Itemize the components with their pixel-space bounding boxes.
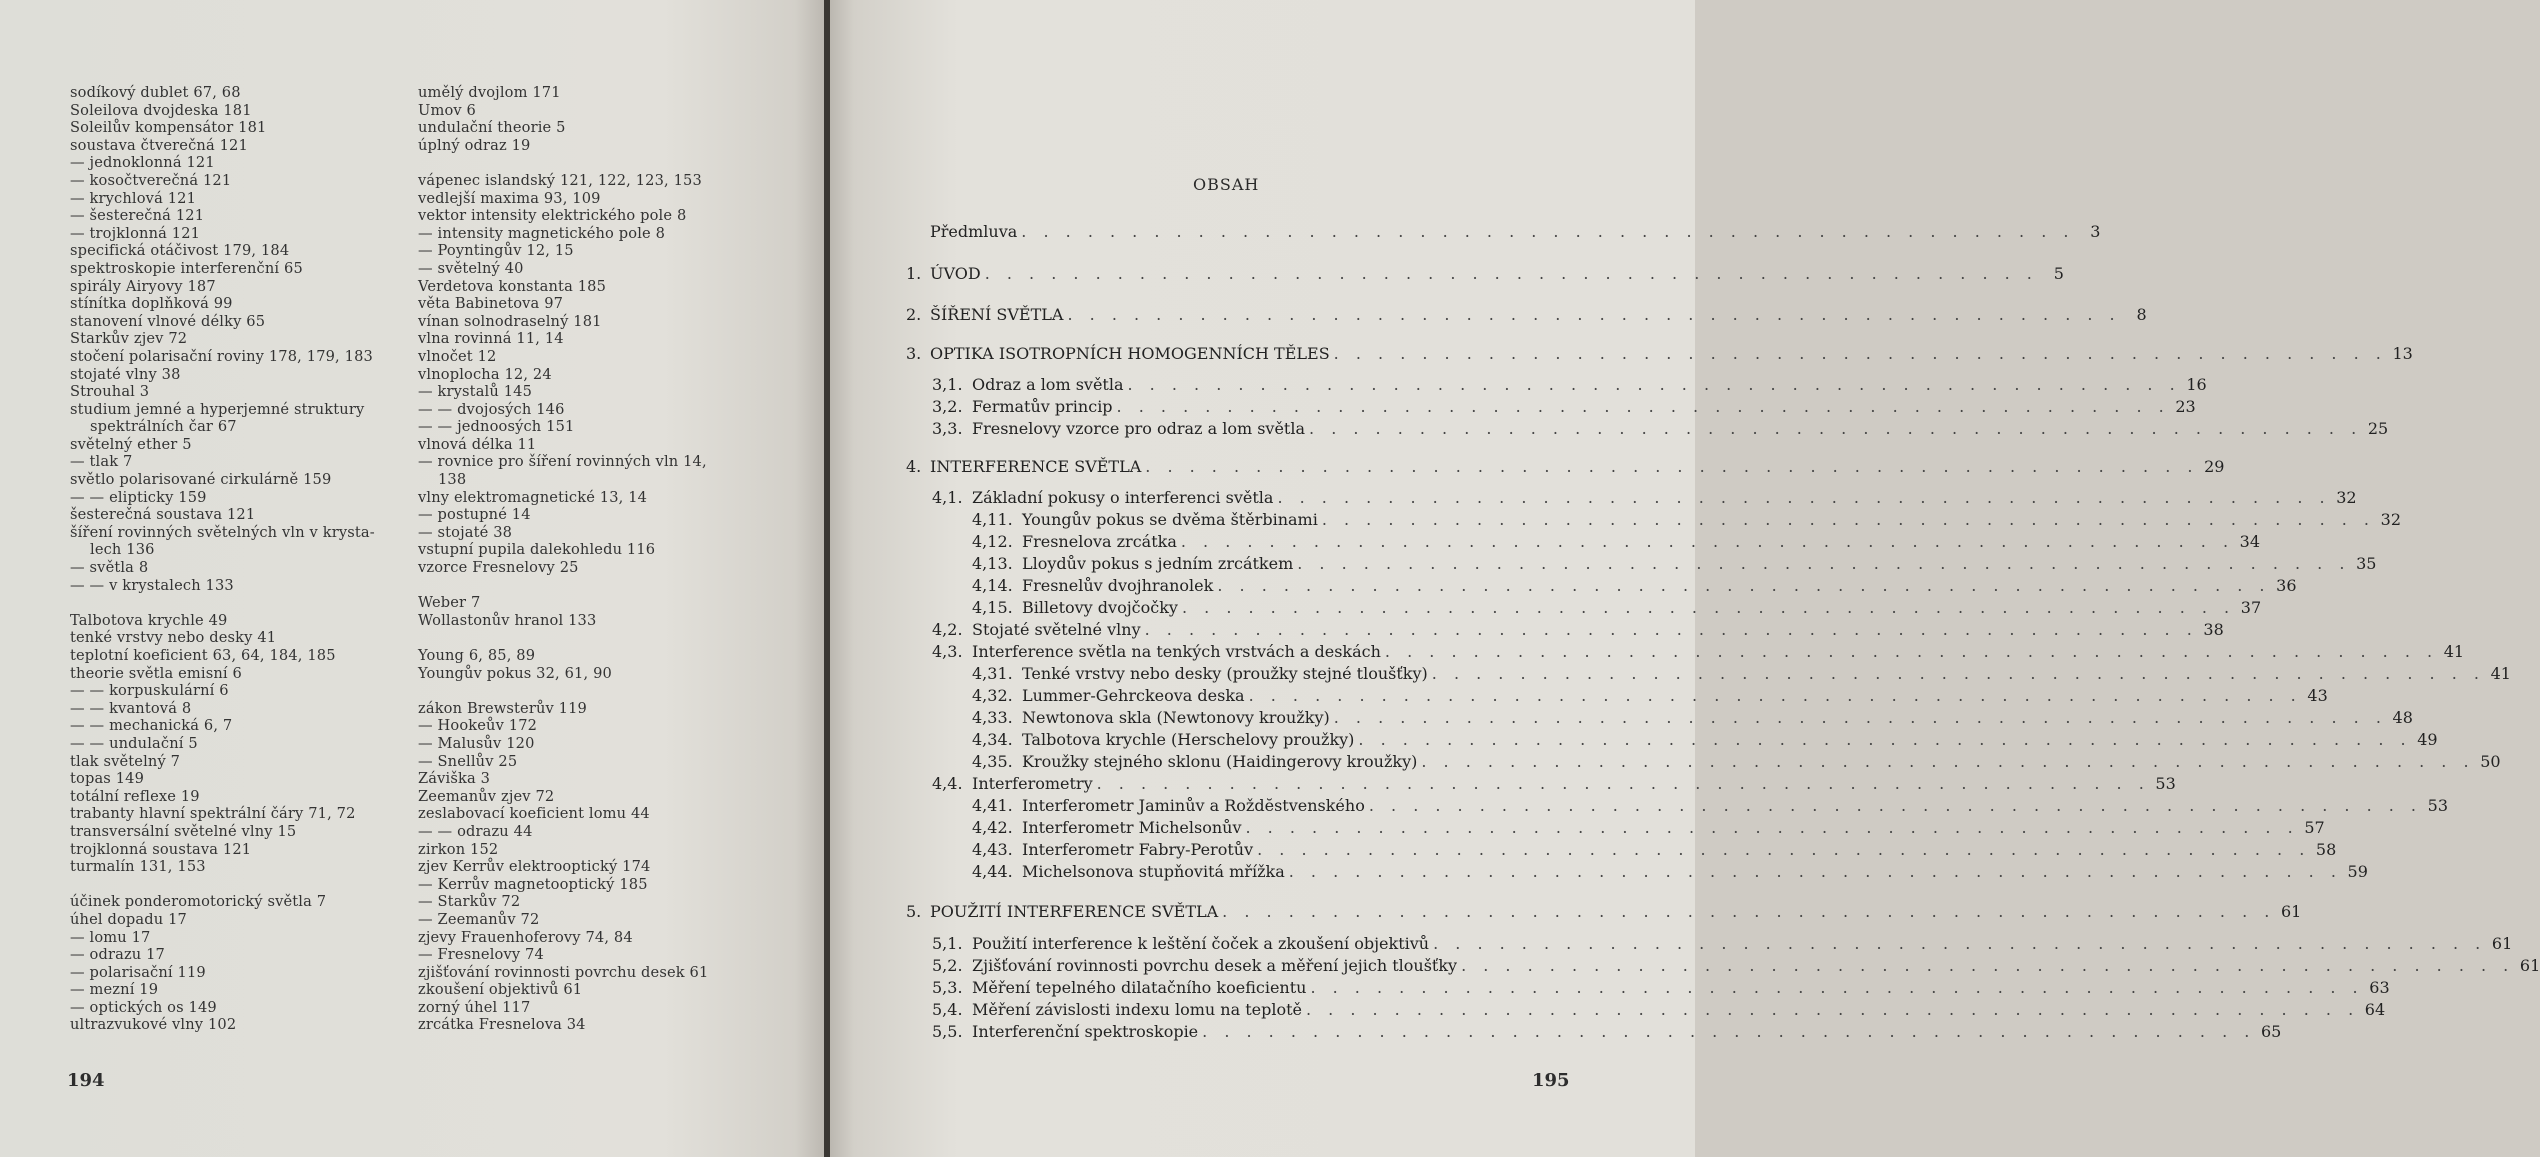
index-gap <box>70 594 400 612</box>
toc-entry-title: Stojaté světelné vlny <box>972 620 1141 639</box>
toc-dot-leader: . . . . . . . . . . . . . . . . . . . . . . . . . . . . . . . . . . . . . . . . . . . . . . . . <box>1257 840 2311 859</box>
index-entry: — rovnice pro šíření rovinných vln 14, <box>418 453 707 471</box>
index-entry: soustava čtverečná 121 <box>70 136 248 154</box>
index-entry: vstupní pupila dalekohledu 116 <box>418 541 656 559</box>
toc-dot-leader: . . . . . . . . . . . . . . . . . . . . . . . . . . . . . . . . . . . . . . . . . . . . . . . . <box>1202 1022 2256 1041</box>
index-entry: — stojaté 38 <box>418 523 513 541</box>
index-entry: zeslabovací koeficient lomu 44 <box>418 805 650 823</box>
toc-entry-page: 53 <box>2155 774 2176 793</box>
toc-dot-leader: . . . . . . . . . . . . . . . . . . . . . . . . . . . . . . . . . . . . . . . . . . . . . . . . <box>1421 752 2475 771</box>
toc-entry-title: Lummer-Gehrckeova deska <box>1022 686 1245 705</box>
toc-entry-page: 5 <box>2053 264 2064 283</box>
toc-entry[interactable] <box>906 554 2377 576</box>
index-entry: Talbotova krychle 49 <box>70 611 228 629</box>
toc-entry-number: 4,34. <box>972 730 1013 749</box>
toc-entry-page: 29 <box>2204 457 2225 476</box>
index-entry: vlnoplocha 12, 24 <box>418 365 552 383</box>
toc-entry-title: POUŽITÍ INTERFERENCE SVĚTLA <box>930 902 1219 921</box>
index-entry: spektrálních čar 67 <box>90 418 237 436</box>
index-column-right <box>418 84 758 1034</box>
index-entry: zkoušení objektivů 61 <box>418 981 583 999</box>
toc-entry-page: 25 <box>2367 419 2389 438</box>
toc-entry-number: 4,2. <box>932 620 963 639</box>
toc-entry[interactable] <box>906 457 2225 479</box>
index-gap <box>418 577 758 595</box>
right-page <box>828 0 2540 1157</box>
toc-entry-title: ŠÍŘENÍ SVĚTLA <box>930 305 1064 324</box>
index-entry: trabanty hlavní spektrální čáry 71, 72 <box>70 805 356 823</box>
page-number-left: 194 <box>67 1070 105 1091</box>
index-entry: lech 136 <box>90 541 155 559</box>
toc-entry-page: 41 <box>2443 642 2465 661</box>
toc-dot-leader: . . . . . . . . . . . . . . . . . . . . . . . . . . . . . . . . . . . . . . . . . . . . . . . . <box>1305 1000 2360 1019</box>
index-entry: stínítka doplňková 99 <box>70 295 233 313</box>
index-entry: — šesterečná 121 <box>70 207 205 225</box>
index-entry: Verdetova konstanta 185 <box>418 277 607 295</box>
toc-dot-leader: . . . . . . . . . . . . . . . . . . . . . . . . . . . . . . . . . . . . . . . . . . . . . . . . <box>1384 642 2439 661</box>
toc-entry[interactable] <box>906 344 2413 366</box>
index-entry: věta Babinetova 97 <box>418 295 564 313</box>
toc-entry-page: 57 <box>2304 818 2325 837</box>
index-entry: šesterečná soustava 121 <box>70 506 256 524</box>
index-entry: Strouhal 3 <box>70 383 150 401</box>
toc-entry-title: Měření závislosti indexu lomu na teplotě <box>972 1000 1302 1019</box>
toc-entry[interactable] <box>906 978 2390 1000</box>
toc-entry-page: 3 <box>2090 222 2101 241</box>
toc-dot-leader: . . . . . . . . . . . . . . . . . . . . . . . . . . . . . . . . . . . . . . . . . . . . . . . . <box>1067 305 2121 324</box>
index-entry: zjev Kerrův elektrooptický 174 <box>418 858 651 876</box>
toc-entry-title: Interferometr Fabry-Perotův <box>1022 840 1254 859</box>
toc-entry-title: Fermatův princip <box>972 397 1113 416</box>
index-entry: — — odrazu 44 <box>418 822 533 840</box>
toc-entry-number: 4,32. <box>972 686 1013 705</box>
index-gap <box>70 876 400 894</box>
toc-entry-page: 61 <box>2280 902 2302 921</box>
toc-entry-page: 41 <box>2490 664 2511 683</box>
index-entry: — odrazu 17 <box>70 946 165 964</box>
toc-entry-title: Základní pokusy o interferenci světla <box>972 488 1274 507</box>
index-entry: — Hookeův 172 <box>418 717 538 735</box>
index-column-left <box>70 84 400 1034</box>
toc-entry-title: Kroužky stejného sklonu (Haidingerovy kroužky) <box>1022 752 1418 771</box>
toc-dot-leader: . . . . . . . . . . . . . . . . . . . . . . . . . . . . . . . . . . . . . . . . . . . . . . . . <box>1297 554 2351 573</box>
toc-entry[interactable] <box>906 796 2449 818</box>
toc-entry-title: Interferometr Jaminův a Roždĕstvenského <box>1022 796 1365 815</box>
toc-entry-page: 65 <box>2260 1022 2282 1041</box>
toc-entry-page: 50 <box>2480 752 2501 771</box>
index-entry: undulační theorie 5 <box>418 119 566 137</box>
toc-entry[interactable] <box>906 862 2368 884</box>
index-entry: specifická otáčivost 179, 184 <box>70 242 290 260</box>
index-entry: světelný ether 5 <box>70 435 192 453</box>
toc-dot-leader: . . . . . . . . . . . . . . . . . . . . . . . . . . . . . . . . . . . . . . . . . . . . . . . . <box>1181 598 2236 617</box>
toc-entry-title: Youngův pokus se dvěma štěrbinami <box>1022 510 1318 529</box>
toc-entry-number: 3,3. <box>932 419 963 438</box>
toc-entry-number: 3. <box>906 344 922 363</box>
toc-dot-leader: . . . . . . . . . . . . . . . . . . . . . . . . . . . . . . . . . . . . . . . . . . . . . . . . <box>1309 419 2363 438</box>
toc-dot-leader: . . . . . . . . . . . . . . . . . . . . . . . . . . . . . . . . . . . . . . . . . . . . . . . . <box>1217 576 2271 595</box>
index-entry: Weber 7 <box>418 594 481 612</box>
index-entry: úplný odraz 19 <box>418 136 531 154</box>
toc-entry-page: 23 <box>2175 397 2196 416</box>
index-entry: — — jednoosých 151 <box>418 418 575 436</box>
index-entry: — — elipticky 159 <box>70 488 207 506</box>
toc-entry[interactable] <box>906 818 2325 840</box>
toc-entry-number: 4,3. <box>932 642 963 661</box>
index-entry: — — kvantová 8 <box>70 699 192 717</box>
toc-entry[interactable] <box>906 934 2513 956</box>
index-entry: — postupné 14 <box>418 506 531 524</box>
toc-entry-page: 58 <box>2315 840 2337 859</box>
index-entry: teplotní koeficient 63, 64, 184, 185 <box>70 647 336 664</box>
index-entry: — Starkův 72 <box>418 893 521 911</box>
toc-entry[interactable] <box>906 576 2297 598</box>
toc-entry-number: 4,14. <box>972 576 1013 595</box>
toc-entry-page: 61 <box>2491 934 2513 953</box>
index-entry: topas 149 <box>70 770 145 788</box>
toc-entry-number: 1. <box>906 264 922 283</box>
toc-entry[interactable] <box>906 488 2357 510</box>
index-entry: vzorce Fresnelovy 25 <box>418 559 579 577</box>
toc-dot-leader: . . . . . . . . . . . . . . . . . . . . . . . . . . . . . . . . . . . . . . . . . . . . . . . . <box>1180 532 2235 551</box>
toc-entry-page: 8 <box>2136 305 2147 324</box>
index-entry: vlnočet 12 <box>418 347 497 365</box>
index-entry: Soleilova dvojdeska 181 <box>70 101 252 119</box>
toc-entry-number: 4,11. <box>972 510 1013 529</box>
toc-entry-page: 59 <box>2347 862 2368 881</box>
index-entry: vínan solnodraselný 181 <box>418 312 602 330</box>
index-entry: — krystalů 145 <box>418 383 533 401</box>
toc-dot-leader: . . . . . . . . . . . . . . . . . . . . . . . . . . . . . . . . . . . . . . . . . . . . . . . . <box>1333 344 2387 363</box>
toc-dot-leader: . . . . . . . . . . . . . . . . . . . . . . . . . . . . . . . . . . . . . . . . . . . . . . . . <box>1321 510 2375 529</box>
toc-entry-number: 4,42. <box>972 818 1013 837</box>
index-entry: totální reflexe 19 <box>70 787 200 805</box>
toc-entry[interactable] <box>906 664 2511 686</box>
index-entry: Starkův zjev 72 <box>70 330 188 348</box>
toc-entry-number: 4,44. <box>972 862 1013 881</box>
toc-entry[interactable] <box>906 397 2196 419</box>
index-entry: vedlejší maxima 93, 109 <box>418 189 601 207</box>
page-number-right: 195 <box>1532 1070 1570 1091</box>
index-entry: vektor intensity elektrického pole 8 <box>418 207 687 225</box>
index-entry: — lomu 17 <box>70 928 151 946</box>
toc-dot-leader: . . . . . . . . . . . . . . . . . . . . . . . . . . . . . . . . . . . . . . . . . . . . . . . . <box>1461 956 2515 975</box>
toc-dot-leader: . . . . . . . . . . . . . . . . . . . . . . . . . . . . . . . . . . . . . . . . . . . . . . . . <box>1144 620 2198 639</box>
index-entry: zrcátka Fresnelova 34 <box>418 1016 586 1034</box>
toc-entry-page: 35 <box>2356 554 2377 573</box>
toc-entry-title: Interferometry <box>972 774 1093 793</box>
index-entry: vlna rovinná 11, 14 <box>418 330 564 348</box>
toc-entry[interactable] <box>906 956 2540 978</box>
index-entry: — optických os 149 <box>70 998 217 1016</box>
toc-entry-number: 4,41. <box>972 796 1013 815</box>
toc-dot-leader: . . . . . . . . . . . . . . . . . . . . . . . . . . . . . . . . . . . . . . . . . . . . . . . . <box>1431 664 2485 683</box>
toc-entry-title: Odraz a lom světla <box>972 375 1124 394</box>
toc-entry-title: Interferenční spektroskopie <box>972 1022 1199 1041</box>
index-entry: — — mechanická 6, 7 <box>70 717 233 735</box>
toc-entry-title: Fresnelův dvojhranolek <box>1022 576 1214 595</box>
index-entry: studium jemné a hyperjemné struktury <box>70 400 365 418</box>
toc-entry-page: 63 <box>2369 978 2390 997</box>
index-entry: — Poyntingův 12, 15 <box>418 242 574 260</box>
toc-dot-leader: . . . . . . . . . . . . . . . . . . . . . . . . . . . . . . . . . . . . . . . . . . . . . . . . <box>1310 978 2364 997</box>
toc-entry-number: 3,1. <box>932 375 963 394</box>
toc-entry-title: Předmluva <box>930 222 1018 241</box>
toc-dot-leader: . . . . . . . . . . . . . . . . . . . . . . . . . . . . . . . . . . . . . . . . . . . . . . . . <box>1358 730 2412 749</box>
index-entry: spektroskopie interferenční 65 <box>70 259 303 277</box>
index-entry: — — v krystalech 133 <box>70 576 234 594</box>
index-entry: — — undulační 5 <box>70 734 198 752</box>
toc-entry-page: 16 <box>2186 375 2207 394</box>
toc-entry-number: 5,1. <box>932 934 963 953</box>
toc-entry-page: 64 <box>2364 1000 2386 1019</box>
toc-entry-title: Fresnelovy vzorce pro odraz a lom světla <box>972 419 1306 438</box>
index-entry: — světelný 40 <box>418 259 524 277</box>
toc-entry-number: 4,15. <box>972 598 1013 617</box>
toc-entry-number: 5,2. <box>932 956 963 975</box>
toc-heading: OBSAH <box>1193 175 1260 194</box>
toc-entry-title: Talbotova krychle (Herschelovy proužky) <box>1022 730 1355 749</box>
book-gutter <box>824 0 830 1157</box>
toc-entry-number: 3,2. <box>932 397 963 416</box>
index-entry: účinek ponderomotorický světla 7 <box>70 893 327 911</box>
index-entry: vlnová délka 11 <box>418 435 537 453</box>
toc-entry-title: INTERFERENCE SVĚTLA <box>930 457 1142 476</box>
index-entry: — světla 8 <box>70 559 149 577</box>
toc-dot-leader: . . . . . . . . . . . . . . . . . . . . . . . . . . . . . . . . . . . . . . . . . . . . . . . . <box>1116 397 2170 416</box>
index-entry: theorie světla emisní 6 <box>70 664 242 682</box>
index-entry: vlny elektromagnetické 13, 14 <box>418 488 648 506</box>
index-entry: Zeemanův zjev 72 <box>418 787 555 805</box>
index-entry: spirály Airyovy 187 <box>70 277 216 295</box>
index-entry: stanovení vlnové délky 65 <box>70 312 266 330</box>
index-entry: Wollastonův hranol 133 <box>418 611 597 629</box>
index-entry: sodíkový dublet 67, 68 <box>70 84 241 101</box>
toc-entry-number: 5,5. <box>932 1022 963 1041</box>
index-entry: Záviška 3 <box>418 770 491 788</box>
toc-entry-number: 5,3. <box>932 978 963 997</box>
index-entry: — mezní 19 <box>70 981 159 999</box>
toc-entry[interactable] <box>906 1022 2282 1044</box>
toc-entry[interactable] <box>906 774 2176 796</box>
index-entry: — Snellův 25 <box>418 752 518 770</box>
toc-entry-number: 4,1. <box>932 488 963 507</box>
toc-dot-leader: . . . . . . . . . . . . . . . . . . . . . . . . . . . . . . . . . . . . . . . . . . . . . . . . <box>1245 818 2299 837</box>
toc-entry-page: 49 <box>2417 730 2438 749</box>
index-entry: Young 6, 85, 89 <box>418 647 536 664</box>
toc-dot-leader: . . . . . . . . . . . . . . . . . . . . . . . . . . . . . . . . . . . . . . . . . . . . . . . . <box>1248 686 2302 705</box>
index-gap <box>418 629 758 647</box>
toc-entry[interactable] <box>906 840 2337 862</box>
toc-entry-title: ÚVOD <box>930 264 981 283</box>
toc-dot-leader: . . . . . . . . . . . . . . . . . . . . . . . . . . . . . . . . . . . . . . . . . . . . . . . . <box>1333 708 2387 727</box>
toc-entry[interactable] <box>906 1000 2386 1022</box>
toc-entry-number: 4,35. <box>972 752 1013 771</box>
toc-entry[interactable] <box>906 305 2147 327</box>
index-entry: — Zeemanův 72 <box>418 910 540 928</box>
toc-entry[interactable] <box>906 902 2302 924</box>
toc-entry-number: 4,4. <box>932 774 963 793</box>
toc-entry-number: 2. <box>906 305 922 324</box>
toc-entry[interactable] <box>906 598 2262 620</box>
index-entry: stojaté vlny 38 <box>70 365 181 383</box>
toc-entry-number: 4,43. <box>972 840 1013 859</box>
index-entry: — — dvojosých 146 <box>418 400 565 418</box>
index-entry: 138 <box>438 471 467 489</box>
toc-entry-number: 4,13. <box>972 554 1013 573</box>
index-entry: — kosočtverečná 121 <box>70 171 232 189</box>
toc-entry-title: Newtonova skla (Newtonovy kroužky) <box>1022 708 1330 727</box>
toc-dot-leader: . . . . . . . . . . . . . . . . . . . . . . . . . . . . . . . . . . . . . . . . . . . . . . . . <box>1433 934 2487 953</box>
index-entry: — jednoklonná 121 <box>70 154 215 172</box>
toc-entry-number: 4,33. <box>972 708 1013 727</box>
toc-dot-leader: . . . . . . . . . . . . . . . . . . . . . . . . . . . . . . . . . . . . . . . . . . . . . . . . <box>1127 375 2181 394</box>
toc-entry-number: 5. <box>906 902 922 921</box>
toc-entry-number: 4,31. <box>972 664 1013 683</box>
toc-entry-page: 13 <box>2392 344 2413 363</box>
toc-dot-leader: . . . . . . . . . . . . . . . . . . . . . . . . . . . . . . . . . . . . . . . . . . . . . . . . <box>1021 222 2075 241</box>
index-entry: — trojklonná 121 <box>70 224 201 242</box>
index-entry: tenké vrstvy nebo desky 41 <box>70 629 277 647</box>
index-gap <box>418 154 758 172</box>
index-entry: — Malusův 120 <box>418 734 535 752</box>
toc-entry-title: Tenké vrstvy nebo desky (proužky stejné tloušťky) <box>1022 664 1428 683</box>
toc-entry-page: 32 <box>2336 488 2357 507</box>
index-entry: ultrazvukové vlny 102 <box>70 1016 237 1034</box>
index-entry: transversální světelné vlny 15 <box>70 822 297 840</box>
toc-entry-page: 43 <box>2307 686 2328 705</box>
toc-entry[interactable] <box>906 708 2413 730</box>
index-entry: stočení polarisační roviny 178, 179, 183 <box>70 347 373 365</box>
toc-entry-page: 38 <box>2203 620 2224 639</box>
toc-entry-title: Fresnelova zrcátka <box>1022 532 1177 551</box>
toc-entry[interactable] <box>906 375 2207 397</box>
index-entry: — intensity magnetického pole 8 <box>418 224 666 242</box>
index-entry: — krychlová 121 <box>70 189 197 207</box>
index-entry: Soleilův kompensátor 181 <box>70 119 267 137</box>
index-entry: šíření rovinných světelných vln v krysta- <box>70 523 375 541</box>
index-entry: — — korpuskulární 6 <box>70 682 229 700</box>
toc-entry-page: 53 <box>2427 796 2449 815</box>
toc-entry-title: Billetovy dvojčočky <box>1022 598 1178 617</box>
toc-entry[interactable] <box>906 222 2101 244</box>
toc-entry-title: Michelsonova stupňovitá mřížka <box>1022 862 1285 881</box>
toc-entry-page: 36 <box>2276 576 2297 595</box>
index-entry: světlo polarisované cirkulárně 159 <box>70 471 332 489</box>
index-entry: vápenec islandský 121, 122, 123, 153 <box>418 171 702 189</box>
toc-entry-page: 48 <box>2392 708 2413 727</box>
toc-entry-title: Měření tepelného dilatačního koeficientu <box>972 978 1307 997</box>
index-entry: úhel dopadu 17 <box>70 910 187 928</box>
toc-dot-leader: . . . . . . . . . . . . . . . . . . . . . . . . . . . . . . . . . . . . . . . . . . . . . . . . <box>1277 488 2331 507</box>
toc-entry[interactable] <box>906 752 2501 774</box>
index-entry: zorný úhel 117 <box>418 998 531 1016</box>
toc-entry[interactable] <box>906 532 2261 554</box>
toc-entry[interactable] <box>906 642 2465 664</box>
toc-entry[interactable] <box>906 730 2438 752</box>
toc-entry-title: Použití interference k leštění čoček a zkoušení objektivů <box>972 934 1430 953</box>
toc-dot-leader: . . . . . . . . . . . . . . . . . . . . . . . . . . . . . . . . . . . . . . . . . . . . . . . . <box>1096 774 2150 793</box>
toc-entry-number: 4,12. <box>972 532 1013 551</box>
toc-entry-page: 32 <box>2380 510 2401 529</box>
index-entry: zjevy Frauenhoferovy 74, 84 <box>418 928 633 946</box>
index-entry: zjišťování rovinnosti povrchu desek 61 <box>418 963 709 981</box>
toc-entry[interactable] <box>906 264 2064 286</box>
index-entry: — tlak 7 <box>70 453 133 471</box>
left-page <box>0 0 828 1157</box>
toc-dot-leader: . . . . . . . . . . . . . . . . . . . . . . . . . . . . . . . . . . . . . . . . . . . . . . . . <box>1145 457 2199 476</box>
index-entry: zirkon 152 <box>418 840 499 858</box>
toc-entry-page: 37 <box>2240 598 2262 617</box>
toc-entry-title: OPTIKA ISOTROPNÍCH HOMOGENNÍCH TĚLES <box>930 344 1330 363</box>
toc-dot-leader: . . . . . . . . . . . . . . . . . . . . . . . . . . . . . . . . . . . . . . . . . . . . . . . . <box>1288 862 2342 881</box>
index-entry: Youngův pokus 32, 61, 90 <box>418 664 612 682</box>
toc-entry-number: 4. <box>906 457 922 476</box>
toc-entry-title: Lloydův pokus s jedním zrcátkem <box>1022 554 1294 573</box>
toc-entry-number: 5,4. <box>932 1000 963 1019</box>
index-entry: — Kerrův magnetooptický 185 <box>418 875 648 893</box>
toc-dot-leader: . . . . . . . . . . . . . . . . . . . . . . . . . . . . . . . . . . . . . . . . . . . . . . . . <box>1222 902 2276 921</box>
index-gap <box>418 682 758 700</box>
index-entry: — Fresnelovy 74 <box>418 946 544 964</box>
index-entry: turmalín 131, 153 <box>70 858 206 876</box>
toc-entry[interactable] <box>906 419 2389 441</box>
index-entry: tlak světelný 7 <box>70 752 181 770</box>
toc-entry-page: 61 <box>2519 956 2540 975</box>
toc-entry-title: Interferometr Michelsonův <box>1022 818 1242 837</box>
index-entry: trojklonná soustava 121 <box>70 840 252 858</box>
toc-entry-title: Interference světla na tenkých vrstvách a deskách <box>972 642 1381 661</box>
toc-entry-title: Zjišťování rovinnosti povrchu desek a měření jejich tloušťky <box>972 956 1458 975</box>
toc-dot-leader: . . . . . . . . . . . . . . . . . . . . . . . . . . . . . . . . . . . . . . . . . . . . . . . . <box>1368 796 2423 815</box>
index-entry: Umov 6 <box>418 101 476 119</box>
index-entry: — polarisační 119 <box>70 963 206 981</box>
toc-entry[interactable] <box>906 620 2224 642</box>
toc-entry-page: 34 <box>2239 532 2261 551</box>
toc-dot-leader: . . . . . . . . . . . . . . . . . . . . . . . . . . . . . . . . . . . . . . . . . . . . . . . . <box>984 264 2038 283</box>
toc-entry[interactable] <box>906 510 2401 532</box>
toc-entry[interactable] <box>906 686 2328 708</box>
index-entry: zákon Brewsterův 119 <box>418 699 587 717</box>
index-entry: umělý dvojlom 171 <box>418 84 561 101</box>
